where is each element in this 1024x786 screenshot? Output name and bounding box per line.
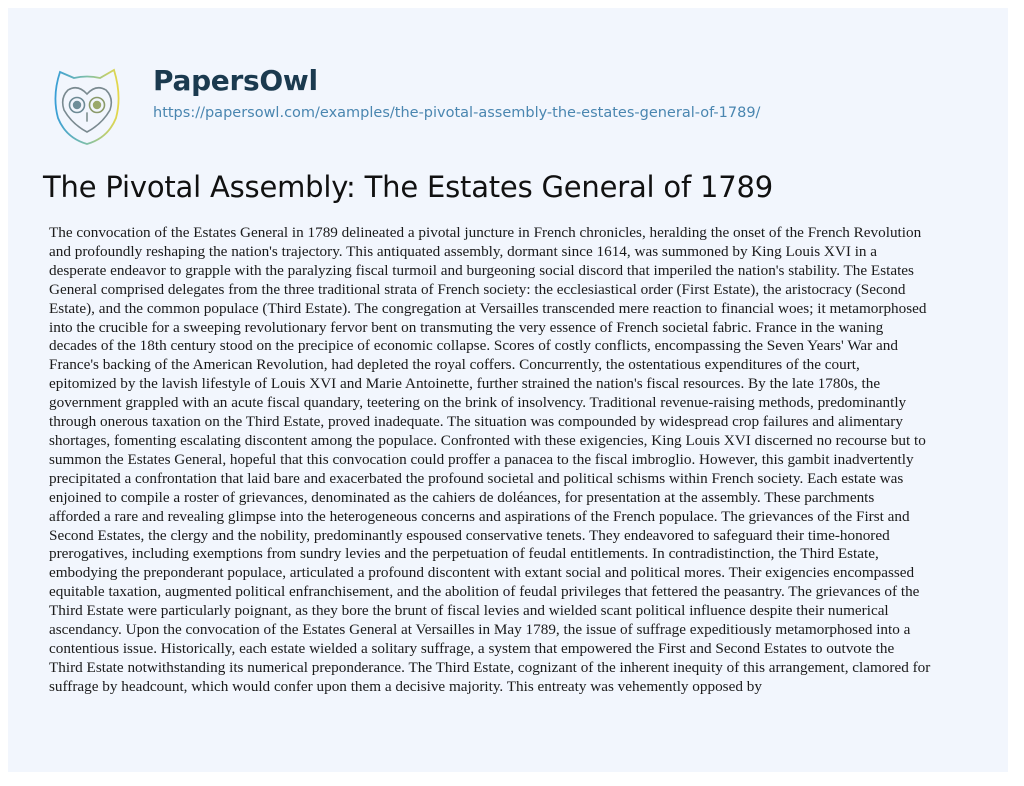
article-line: government grappled with an acute fiscal quandary, teetering on the brink of insolvency. Traditional revenue-raising methods, predominantly <box>49 394 907 412</box>
article-line: embodying the preponderant populace, articulated a profound discontent with extant social and political mores. Their exigencies encompassed <box>49 564 915 582</box>
article-line: The convocation of the Estates General in 1789 delineated a pivotal juncture in French chronicles, heralding the onset of the French Revolution <box>49 224 922 241</box>
brand-name[interactable]: PapersOwl <box>153 64 318 97</box>
article-line: France's backing of the American Revolution, had depleted the royal coffers. Concurrently, the ostentatious expenditures of the court, <box>49 356 860 374</box>
article-line: desperate endeavor to grapple with the paralyzing fiscal turmoil and burgeoning social discord that imperiled the nation's stability. The Estates <box>49 261 914 279</box>
article-line: through onerous taxation on the Third Estate, proved inadequate. The situation was compounded by widespread crop failures and alimentary <box>49 413 903 431</box>
article-line: epitomized by the lavish lifestyle of Louis XVI and Marie Antoinette, further strained the nation's fiscal resources. By the late 1780s, the <box>49 375 881 393</box>
page-title: The Pivotal Assembly: The Estates General of 1789 <box>43 170 773 204</box>
article-line: equitable taxation, augmented political enfranchisement, and the abolition of feudal privileges that fettered the peasantry. The grievances of the <box>49 583 920 601</box>
article-line: prerogatives, including exemptions from sundry levies and the perpetuation of feudal entitlements. In contradistinction, the Third Estate, <box>49 545 879 563</box>
owl-shield-logo-icon <box>50 66 124 146</box>
article-line: shortages, fomenting escalating discontent among the populace. Confronted with these exigencies, King Louis XVI discerned no recourse but to <box>49 431 926 449</box>
article-line: Third Estate notwithstanding its numerical preponderance. The Third Estate, cognizant of the inherent inequity of this arrangement, clamored for <box>49 658 931 676</box>
article-line: and profoundly reshaping the nation's trajectory. This antiquated assembly, dormant since 1614, was summoned by King Louis XVI in a <box>49 242 878 260</box>
article-line: Second Estates, the clergy and the nobility, predominantly espoused conservative tenets. They endeavored to safeguard their time-honored <box>49 526 890 544</box>
article-line: afforded a rare and revealing glimpse into the heterogeneous concerns and aspirations of the French populace. The grievances of the First and <box>49 507 910 525</box>
article-line: suffrage by headcount, which would confer upon them a decisive majority. This entreaty was vehemently opposed by <box>49 677 762 695</box>
article-line: enjoined to compile a roster of grievances, denominated as the cahiers de doléances, for presentation at the assembly. These parchments <box>49 488 875 506</box>
article-line: Third Estate were particularly poignant, as they bore the brunt of fiscal levies and wielded scant political influence despite their numerical <box>49 602 889 620</box>
article-body <box>49 224 989 697</box>
article-line: contentious issue. Historically, each estate wielded a solitary suffrage, a system that empowered the First and Second Estates to outvote the <box>49 639 895 657</box>
article-line: decades of the 18th century stood on the precipice of economic collapse. Scores of costly conflicts, encompassing the Seven Years' War and <box>49 337 898 355</box>
article-line: Estate), and the common populace (Third Estate). The congregation at Versailles transcended mere reaction to financial woes; it metamorphosed <box>49 299 927 317</box>
article-line: into the crucible for a sweeping revolutionary fervor bent on transmuting the very essence of French societal fabric. France in the waning <box>49 318 884 336</box>
article-line: precipitated a confrontation that laid bare and exacerbated the profound societal and political schisms within French society. Each estate was <box>49 469 904 487</box>
page-url-link[interactable]: https://papersowl.com/examples/the-pivotal-assembly-the-estates-general-of-1789/ <box>153 105 761 121</box>
article-line: General comprised delegates from the three traditional strata of French society: the ecclesiastical order (First Estate), the aristocracy (Second <box>49 280 906 298</box>
article-line: ascendancy. Upon the convocation of the Estates General at Versailles in May 1789, the issue of suffrage expeditiously metamorphosed into a <box>49 621 911 639</box>
article-line: summon the Estates General, hopeful that this convocation could proffer a panacea to the fiscal imbroglio. However, this gambit inadvertently <box>49 450 914 468</box>
